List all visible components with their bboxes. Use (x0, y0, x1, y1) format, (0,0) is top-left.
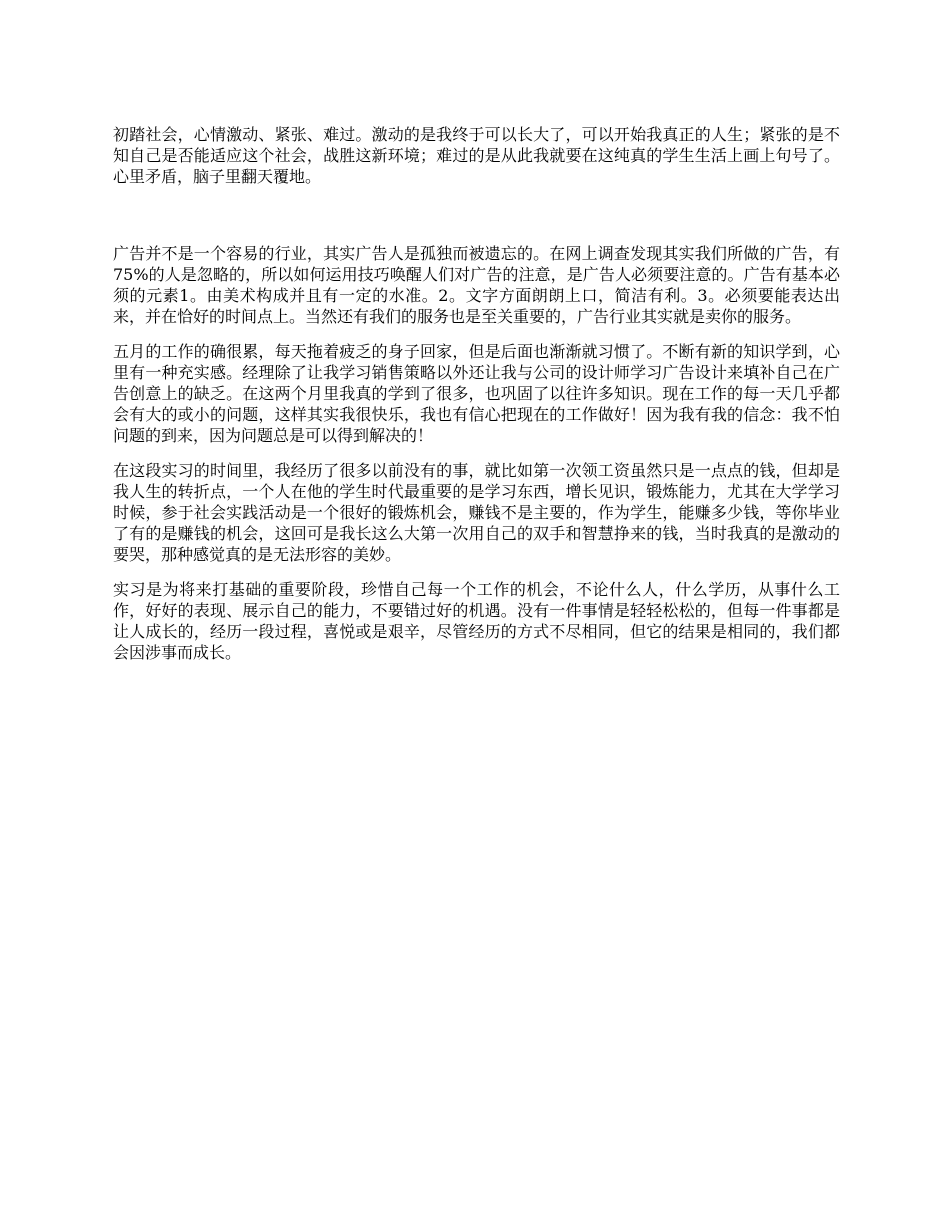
document-body (113, 124, 840, 677)
paragraph-may-work: 五月的工作的确很累，每天拖着疲乏的身子回家，但是后面也渐渐就习惯了。不断有新的知识学到，心里有一种充实感。经理除了让我学习销售策略以外还让我与公司的设计师学习广告设计来填补自己在广告创意上的缺乏。在这两个月里我真的学到了很多，也巩固了以往许多知识。现在工作的每一天几乎都会有大的或小的问题，这样其实我很快乐，我也有信心把现在的工作做好！因为我有我的信念：我不怕问题的到来，因为问题总是可以得到解决的！ (113, 342, 840, 445)
paragraph-intro: 初踏社会，心情激动、紧张、难过。激动的是我终于可以长大了，可以开始我真正的人生；紧张的是不知自己是否能适应这个社会，战胜这新环境；难过的是从此我就要在这纯真的学生生活上画上句号了。心里矛盾，脑子里翻天覆地。 (113, 125, 840, 186)
paragraph-internship-experience: 在这段实习的时间里，我经历了很多以前没有的事，就比如第一次领工资虽然只是一点点的钱，但却是我人生的转折点，一个人在他的学生时代最重要的是学习东西，增长见识，锻炼能力，尤其在大学学习时候，参于社会实践活动是一个很好的锻炼机会，赚钱不是主要的，作为学生，能赚多少钱，等你毕业了有的是赚钱的机会，这回可是我长这么大第一次用自己的双手和智慧挣来的钱，当时我真的是激动的要哭，那种感觉真的是无法形容的美妙。 (113, 461, 840, 564)
paragraph-conclusion: 实习是为将来打基础的重要阶段，珍惜自己每一个工作的机会，不论什么人，什么学历，从事什么工作，好好的表现、展示自己的能力，不要错过好的机遇。没有一件事情是轻轻松松的，但每一件事都是让人成长的，经历一段过程，喜悦或是艰辛，尽管经历的方式不尽相同，但它的结果是相同的，我们都会因涉事而成长。 (113, 580, 840, 662)
paragraph-advertising: 广告并不是一个容易的行业，其实广告人是孤独而被遗忘的。在网上调查发现其实我们所做的广告，有75%的人是忽略的，所以如何运用技巧唤醒人们对广告的注意，是广告人必须要注意的。广告有基本必须的元素1。由美术构成并且有一定的水准。2。文字方面朗朗上口，简洁有利。3。必须要能表达出来，并在恰好的时间点上。当然还有我们的服务也是至关重要的，广告行业其实就是卖你的服务。 (113, 244, 840, 326)
